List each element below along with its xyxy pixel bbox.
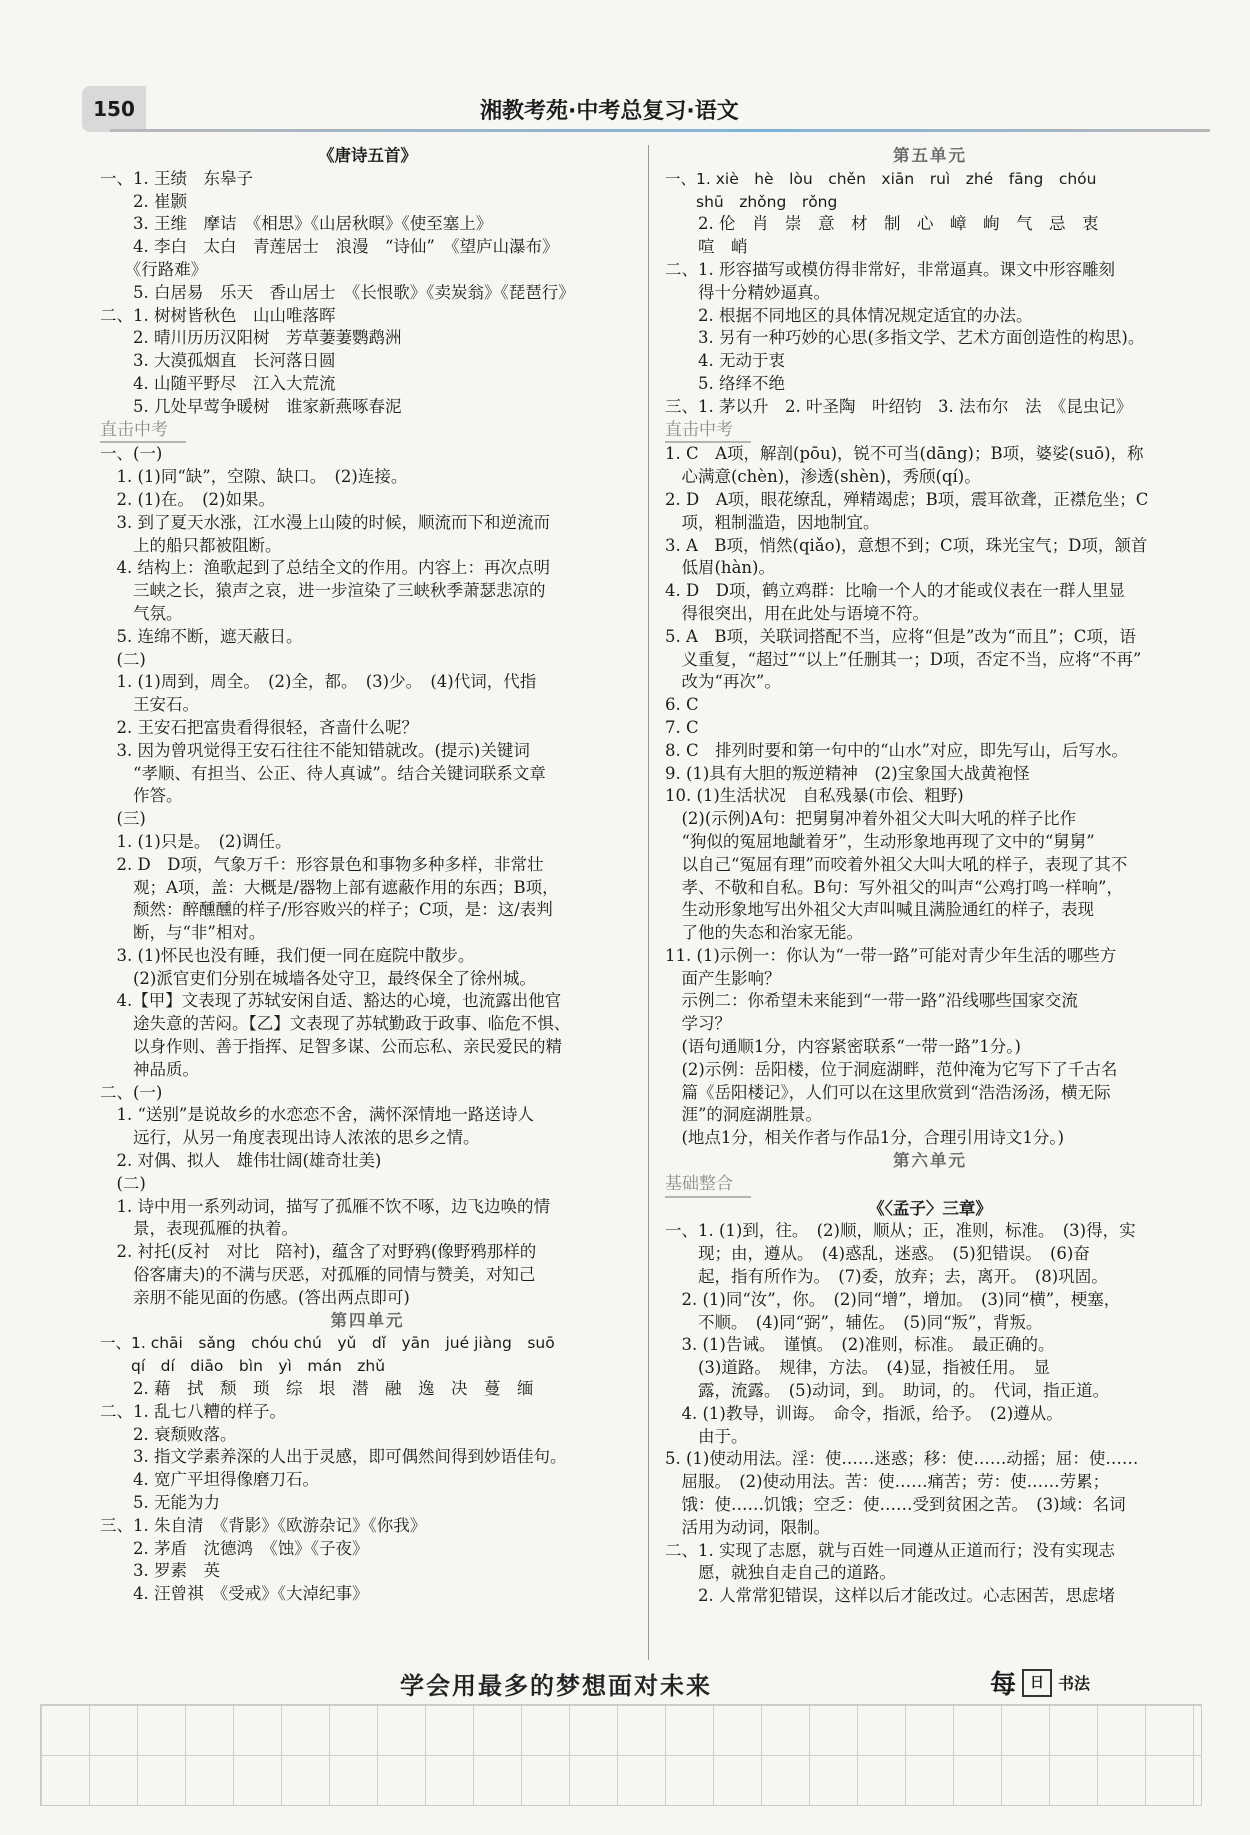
answer-line: (三) (100, 809, 146, 829)
answer-line: 2. (1)同“汝”，你。 (2)同“增”，增加。 (3)同“横”，梗塞， (665, 1289, 1121, 1309)
answer-line: 5. (1)使动用法。淫：使……迷惑；移：使……动摇；屈：使…… (665, 1449, 1139, 1469)
answer-line: 由于。 (665, 1426, 748, 1446)
answer-line: 三、1. 朱自清 《背影》《欧游杂记》《你我》 (100, 1515, 427, 1535)
answer-line: 作答。 (100, 786, 183, 806)
answer-line: 5. A B项，关联词搭配不当，应将“但是”改为“而且”；C项，语 (665, 626, 1136, 646)
answer-line: 远行，从另一角度表现出诗人浓浓的思乡之情。 (100, 1128, 480, 1148)
answer-line: 气氛。 (100, 603, 183, 623)
answer-line: (2)(示例)A句：把舅舅冲着外祖父大叫大吼的样子比作 (665, 809, 1077, 829)
answer-line: 得十分精妙逼真。 (665, 282, 830, 302)
answer-line: 心满意(chèn)，渗透(shèn)，秀颀(qí)。 (665, 467, 981, 487)
section-heading (100, 419, 635, 444)
answer-line: (地点1分，相关作者与作品1分，合理引用诗文1分。) (665, 1128, 1065, 1148)
answer-line: 项，粗制滥造，因地制宜。 (665, 512, 880, 532)
answer-line: 露，流露。 (5)动词，到。 助词，的。 代词，指正道。 (665, 1381, 1110, 1401)
section-heading (665, 1173, 1195, 1198)
answer-line: 2. 藉 拭 颓 琐 综 垠 潜 融 逸 决 蔓 缅 (100, 1379, 534, 1399)
answer-line: (二) (100, 649, 146, 669)
answer-line: 一、1. (1)到，往。 (2)顺，顺从；正，准则，标准。 (3)得，实 (665, 1221, 1136, 1241)
article-title: 《唐诗五首》 (318, 146, 417, 165)
answer-line: 神品质。 (100, 1059, 199, 1079)
answer-line: 3. 王维 摩诘 《相思》《山居秋暝》《使至塞上》 (100, 214, 493, 234)
answer-line: 5. 连绵不断，遮天蔽日。 (100, 626, 303, 646)
answer-line: 2. 衰颓败落。 (100, 1424, 237, 1444)
answer-line: 8. C 排列时要和第一句中的“山水”对应，即先写山，后写水。 (665, 740, 1128, 760)
answer-line: 6. C (665, 695, 699, 715)
answer-line: 三峡之长，猿声之哀，进一步渲染了三峡秋季萧瑟悲凉的 (100, 581, 546, 601)
section-label: 直击中考 (100, 419, 186, 444)
answer-line: (3)道路。 规律，方法。 (4)显，指被任用。 显 (665, 1358, 1050, 1378)
answer-line: 3. A B项，悄然(qiǎo)，意想不到；C项，珠光宝气；D项，颔首 (665, 535, 1148, 555)
answer-line: 4. D D项，鹤立鸡群：比喻一个人的才能或仪表在一群人里显 (665, 581, 1125, 601)
answer-line: 篇《岳阳楼记》，人们可以在这里欣赏到“浩浩汤汤，横无际 (665, 1082, 1111, 1102)
answer-line: 5. 白居易 乐天 香山居士 《长恨歌》《卖炭翁》《琵琶行》 (100, 282, 575, 302)
answer-line: 5. 几处早莺争暖树 谁家新燕啄春泥 (100, 396, 402, 416)
answer-line: 2. 对偶、拟人 雄伟壮阔(雄奇壮美) (100, 1151, 382, 1171)
answer-line: 一、1. 王绩 东皋子 (100, 168, 253, 188)
answer-line: 以身作则、善于指挥、足智多谋、公而忘私、亲民爱民的精 (100, 1037, 562, 1057)
answer-line: 孝、不敬和自私。B句：写外祖父的叫声“公鸡打鸣一样响”， (665, 877, 1123, 897)
answer-line: 10. (1)生活状况 自私残暴(市侩、粗野) (665, 786, 964, 806)
answer-line: 3. 到了夏天水涨，江水漫上山陵的时候，顺流而下和逆流而 (100, 512, 550, 532)
answer-line: (语句通顺1分，内容紧密联系“一带一路”1分。) (665, 1037, 1021, 1057)
answer-line: 3. 罗素 英 (100, 1561, 220, 1581)
answer-line: 以自己“冤屈有理”而咬着外祖父大叫大吼的样子，表现了其不 (665, 854, 1128, 874)
answer-line: (二) (100, 1173, 146, 1193)
answer-line: 7. C (665, 717, 699, 737)
answer-line: 亲朋不能见面的伤感。(答出两点即可) (100, 1287, 410, 1307)
answer-line: 不顺。 (4)同“弼”，辅佐。 (5)同“叛”，背叛。 (665, 1312, 1043, 1332)
answer-line: 学习？ (665, 1014, 731, 1034)
answer-line: 5. 无能为力 (100, 1493, 220, 1513)
answer-line: 2. D D项，气象万千：形容景色和事物多种多样，非常壮 (100, 854, 544, 874)
answer-line: 断，与“非”相对。 (100, 923, 266, 943)
answer-line: 屈服。 (2)使动用法。苦：使……痛苦；劳：使……劳累； (665, 1472, 1110, 1492)
answer-line: 2. 伦 肖 崇 意 材 制 心 嶂 峋 气 忌 衷 (665, 214, 1099, 234)
answer-line: 5. 络绎不绝 (665, 373, 785, 393)
answer-line: 二、1. 形容描写或模仿得非常好，非常逼真。课文中形容雕刻 (665, 259, 1115, 279)
answer-line: 2. (1)在。 (2)如果。 (100, 489, 275, 509)
answer-line: 1. (1)同“缺”，空隙、缺口。 (2)连接。 (100, 467, 408, 487)
answer-line: 2. D A项，眼花缭乱，殚精竭虑；B项，震耳欲聋，正襟危坐；C (665, 489, 1149, 509)
answer-line: 2. 衬托(反衬 对比 陪衬)，蕴含了对野鸦(像野鸦那样的 (100, 1242, 537, 1262)
answer-line: 王安石。 (100, 695, 199, 715)
answer-line: 俗客庸夫)的不满与厌恶，对孤雁的同情与赞美，对知己 (100, 1265, 536, 1285)
logo-box-char: 日 (1022, 1669, 1052, 1697)
answer-line: 1. “送别”是说故乡的水恋恋不舍，满怀深情地一路送诗人 (100, 1105, 534, 1125)
footer-slogan: 学会用最多的梦想面对未来 (400, 1671, 712, 1700)
answer-line: 1. (1)周到，周全。 (2)全，都。 (3)少。 (4)代词，代指 (100, 672, 537, 692)
answer-line: 3. (1)怀民也没有睡，我们便一同在庭院中散步。 (100, 945, 475, 965)
page-footer (40, 1662, 1220, 1822)
answer-line: “狗似的冤屈地龇着牙”，生动形象地再现了文中的“舅舅” (665, 831, 1095, 851)
answer-line: 观；A项，盖：大概是/器物上部有遮蔽作用的东西；B项， (100, 877, 559, 897)
answer-line: 2. 人常常犯错误，这样以后才能改过。心志困苦，思虑堵 (665, 1586, 1115, 1606)
answer-line: 4. 无动于衷 (665, 351, 785, 371)
answer-line: 低眉(hàn)。 (665, 558, 775, 578)
answer-line: 二、1. 实现了志愿，就与百姓一同遵从正道而行；没有实现志 (665, 1540, 1115, 1560)
answer-line: 示例二：你希望未来能到“一带一路”沿线哪些国家交流 (665, 991, 1078, 1011)
answer-line: 上的船只都被阻断。 (100, 535, 282, 555)
answer-line: 2. 根据不同地区的具体情况规定适宜的办法。 (665, 305, 1033, 325)
answer-line: 颓然：醉醺醺的样子/形容败兴的样子；C项，是：这/表判 (100, 900, 553, 920)
unit-heading: 第六单元 (893, 1151, 967, 1171)
answer-line: 活用为动词，限制。 (665, 1517, 830, 1537)
answer-line: (2)示例：岳阳楼，位于洞庭湖畔，范仲淹为它写下了千古名 (665, 1059, 1118, 1079)
section-label: 直击中考 (665, 419, 751, 444)
answer-line: 4. 汪曾祺 《受戒》《大淖纪事》 (100, 1584, 369, 1604)
column-divider (648, 145, 649, 1660)
answer-line: 途失意的苦闷。【乙】文表现了苏轼勤政于政事、临危不惧、 (100, 1014, 571, 1034)
answer-line: 了他的失态和治家无能。 (665, 923, 863, 943)
answer-line: 面产生影响？ (665, 968, 781, 988)
answer-line: 3. 因为曾巩觉得王安石往往不能知错就改。(提示)关键词 (100, 740, 530, 760)
answer-line: 1. 诗中用一系列动词，描写了孤雁不饮不啄，边飞边唤的情 (100, 1196, 550, 1216)
answer-line: 义重复，“超过”“以上”任删其一；D项，否定不当，应将“不再” (665, 649, 1142, 669)
answer-line: (2)派官吏们分别在城墙各处守卫，最终保全了徐州城。 (100, 968, 536, 988)
answer-line: 三、1. 茅以升 2. 叶圣陶 叶绍钧 3. 法布尔 法 《昆虫记》 (665, 396, 1133, 416)
answer-line: 1. (1)只是。 (2)调任。 (100, 831, 292, 851)
answer-line: 二、1. 乱七八糟的样子。 (100, 1401, 286, 1421)
answer-line: 4. 山随平野尽 江入大荒流 (100, 373, 336, 393)
answer-line: 现；由，遵从。 (4)惑乱，迷惑。 (5)犯错误。 (6)奋 (665, 1244, 1090, 1264)
answer-line: 3. 大漠孤烟直 长河落日圆 (100, 351, 336, 371)
answer-line: 3. 另有一种巧妙的心思(多指文学、艺术方面创造性的构思)。 (665, 328, 1145, 348)
answer-line: 起，指有所作为。 (7)委，放弃；去，离开。 (8)巩固。 (665, 1267, 1108, 1287)
answer-line: 涯”的洞庭湖胜景。 (665, 1105, 822, 1125)
answer-line: 11. (1)示例一：你认为“一带一路”可能对青少年生活的哪些方 (665, 945, 1117, 965)
unit-heading: 第五单元 (893, 146, 967, 165)
calligraphy-practice-grid (40, 1704, 1202, 1806)
article-title: 《〈孟子〉三章》 (868, 1198, 992, 1218)
answer-line: 二、(一) (100, 1082, 163, 1102)
answer-line: 3. (1)告诫。 谨慎。 (2)准则，标准。 最正确的。 (665, 1335, 1055, 1355)
answer-line: 喧 峭 (665, 237, 748, 257)
answer-line: 4. (1)教导，训诲。 命令，指派，给予。 (2)遵从。 (665, 1403, 1063, 1423)
right-answer-column (665, 145, 1195, 1608)
answer-line: 4. 结构上：渔歌起到了总结全文的作用。内容上：再次点明 (100, 558, 550, 578)
logo-small-text: 书法 (1058, 1674, 1091, 1693)
answer-line: 饿：使……饥饿；空乏：使……受到贫困之苦。 (3)域：名词 (665, 1495, 1126, 1515)
answer-line: 改为“再次”。 (665, 672, 781, 692)
answer-line: 2. 王安石把富贵看得很轻，吝啬什么呢？ (100, 717, 418, 737)
pinyin-answer-line: qí dí diāo bìn yì mán zhǔ (100, 1357, 386, 1376)
answer-line: 4. 宽广平坦得像磨刀石。 (100, 1470, 319, 1490)
answer-line: 4. 李白 太白 青莲居士 浪漫 “诗仙” 《望庐山瀑布》 (100, 237, 559, 257)
answer-line: “孝顺、有担当、公正、待人真诚”。结合关键词联系文章 (100, 763, 546, 783)
book-title: 湘教考苑·中考总复习·语文 (480, 99, 739, 124)
header-rule (110, 129, 1210, 132)
left-answer-column (100, 145, 635, 1606)
answer-line: 3. 指文学素养深的人出于灵感，即可偶然间得到妙语佳句。 (100, 1447, 567, 1467)
answer-line: 2. 崔颢 (100, 191, 187, 211)
answer-line: 景，表现孤雁的执着。 (100, 1219, 298, 1239)
answer-line: 2. 茅盾 沈德鸿 《蚀》《子夜》 (100, 1538, 369, 1558)
answer-line: 9. (1)具有大胆的叛逆精神 (2)宝象国大战黄袍怪 (665, 763, 1030, 783)
answer-line: 生动形象地写出外祖父大声叫喊且满脸通红的样子，表现 (665, 900, 1094, 920)
pinyin-answer-line: shū zhǒng rǒng (665, 192, 838, 211)
answer-line: 2. 晴川历历汉阳树 芳草萋萋鹦鹉洲 (100, 328, 402, 348)
daily-calligraphy-logo (990, 1664, 1090, 1701)
pinyin-answer-line: 一、1. chāi sǎng chóu chú yǔ dǐ yān jué jiàng suō (100, 1334, 555, 1353)
answer-line: 《行路难》 (100, 259, 208, 279)
answer-line: 一、(一) (100, 444, 163, 464)
section-label: 基础整合 (665, 1173, 751, 1198)
unit-heading: 第四单元 (330, 1310, 405, 1330)
answer-line: 4.【甲】文表现了苏轼安闲自适、豁达的心境，也流露出他官 (100, 991, 562, 1011)
answer-line: 二、1. 树树皆秋色 山山唯落晖 (100, 305, 336, 325)
answer-line: 得很突出，用在此处与语境不符。 (665, 603, 929, 623)
section-heading (665, 419, 1195, 444)
pinyin-answer-line: 一、1. xiè hè lòu chěn xiān ruì zhé fāng chóu (665, 169, 1097, 188)
answer-line: 1. C A项，解剖(pōu)，锐不可当(dāng)；B项，婆娑(suō)，称 (665, 444, 1144, 464)
logo-main-char: 每 (990, 1670, 1017, 1700)
answer-line: 愿，就独自走自己的道路。 (665, 1563, 896, 1583)
page-number: 150 (82, 86, 146, 132)
page-header (0, 0, 1250, 135)
